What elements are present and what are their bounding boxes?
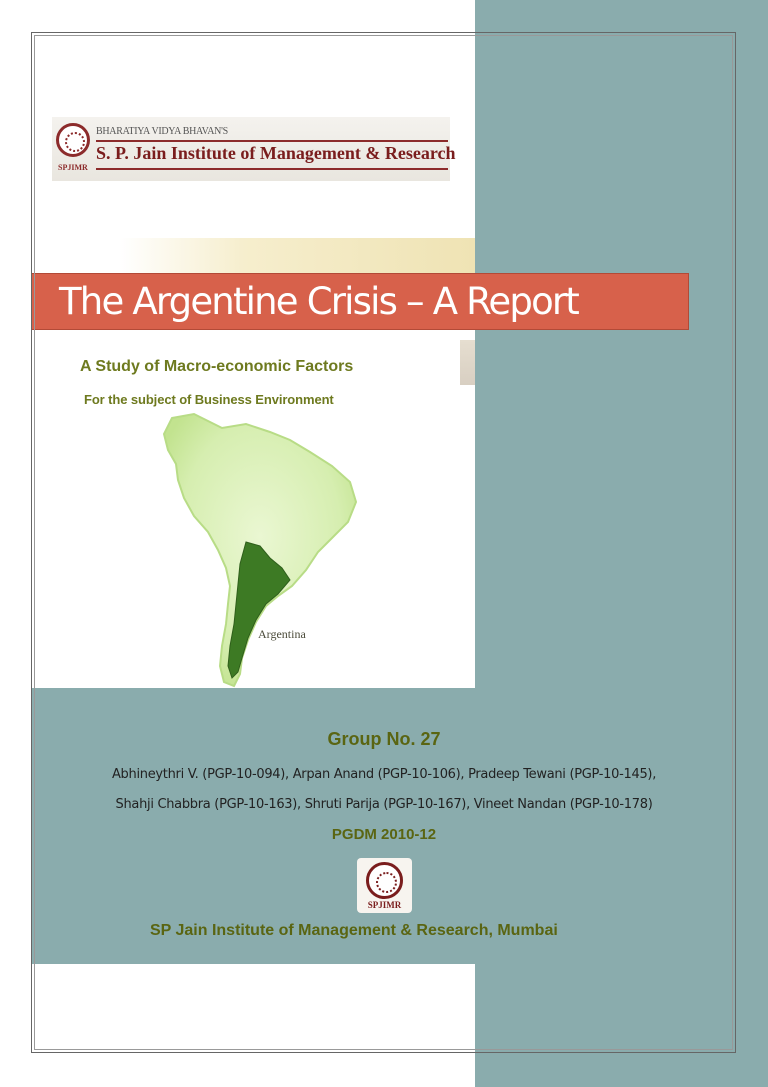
background-decoration-2: [460, 340, 475, 385]
group-number: Group No. 27: [327, 729, 441, 749]
program-label: PGDM 2010-12: [331, 826, 437, 843]
argentina-label: Argentina: [258, 627, 306, 641]
institute-footer: SP Jain Institute of Management & Research, Mumbai: [150, 922, 558, 939]
logo-rule-top: [96, 140, 448, 142]
background-decoration: [120, 238, 475, 278]
seal-label: SPJIMR: [367, 900, 402, 910]
logo-seal-text: SPJIMR: [58, 163, 88, 172]
members-line-2: Shahji Chabbra (PGP-10-163), Shruti Parija (PGP-10-167), Vineet Nandan (PGP-10-178): [115, 797, 653, 812]
institute-seal: [357, 858, 412, 913]
logo-institute-name: S. P. Jain Institute of Management & Research: [96, 143, 456, 163]
members-line-1: Abhineythri V. (PGP-10-094), Arpan Anand (PGP-10-106), Pradeep Tewani (PGP-10-145),: [111, 767, 657, 782]
seal-icon: [56, 123, 90, 157]
south-america-map: [150, 410, 370, 690]
logo-rule-bottom: [96, 168, 448, 170]
seal-ring-icon: [366, 862, 403, 899]
report-title: The Argentine Crisis – A Report: [59, 280, 579, 323]
title-banner: [31, 273, 689, 330]
institute-logo: [52, 117, 456, 181]
report-subtitle: A Study of Macro-economic Factors: [80, 358, 354, 375]
logo-small-text: BHARATIYA VIDYA BHAVAN'S: [96, 126, 228, 137]
report-subject: For the subject of Business Environment: [84, 392, 334, 407]
